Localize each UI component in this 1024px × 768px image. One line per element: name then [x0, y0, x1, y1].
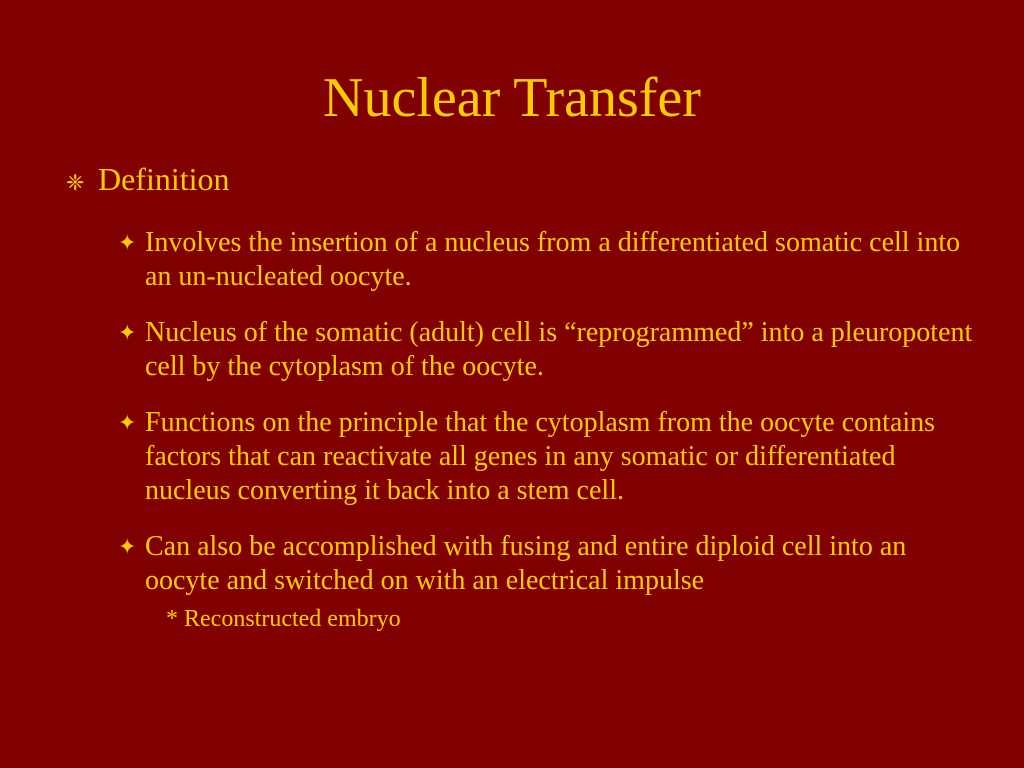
four-point-star-icon: ✦	[118, 410, 137, 435]
list-item-text: Involves the insertion of a nucleus from a differentiated somatic cell into an un-nucleated oocyte.	[145, 227, 961, 292]
definition-heading	[64, 160, 230, 202]
definition-list	[118, 226, 978, 620]
list-item-text: Functions on the principle that the cytoplasm from the oocyte contains factors that can reactivate all genes in any somatic or differentiated nucleus converting it back into a stem cell.	[145, 407, 936, 506]
snowflake-asterisk-icon: ❈	[66, 170, 85, 195]
slide-title: Nuclear Transfer	[323, 67, 701, 129]
list-item	[118, 226, 978, 294]
definition-label: Definition	[98, 161, 230, 197]
list-item	[118, 316, 978, 384]
four-point-star-icon: ✦	[118, 534, 137, 559]
four-point-star-icon: ✦	[118, 320, 137, 345]
sub-note: * Reconstructed embryo	[166, 606, 401, 632]
list-item	[118, 406, 978, 508]
list-item	[118, 530, 978, 598]
four-point-star-icon: ✦	[118, 230, 137, 255]
list-item-text: Can also be accomplished with fusing and entire diploid cell into an oocyte and switched on with an electrical impulse	[145, 531, 907, 596]
list-item-text: Nucleus of the somatic (adult) cell is “reprogrammed” into a pleuropotent cell by the cytoplasm of the oocyte.	[145, 317, 973, 382]
